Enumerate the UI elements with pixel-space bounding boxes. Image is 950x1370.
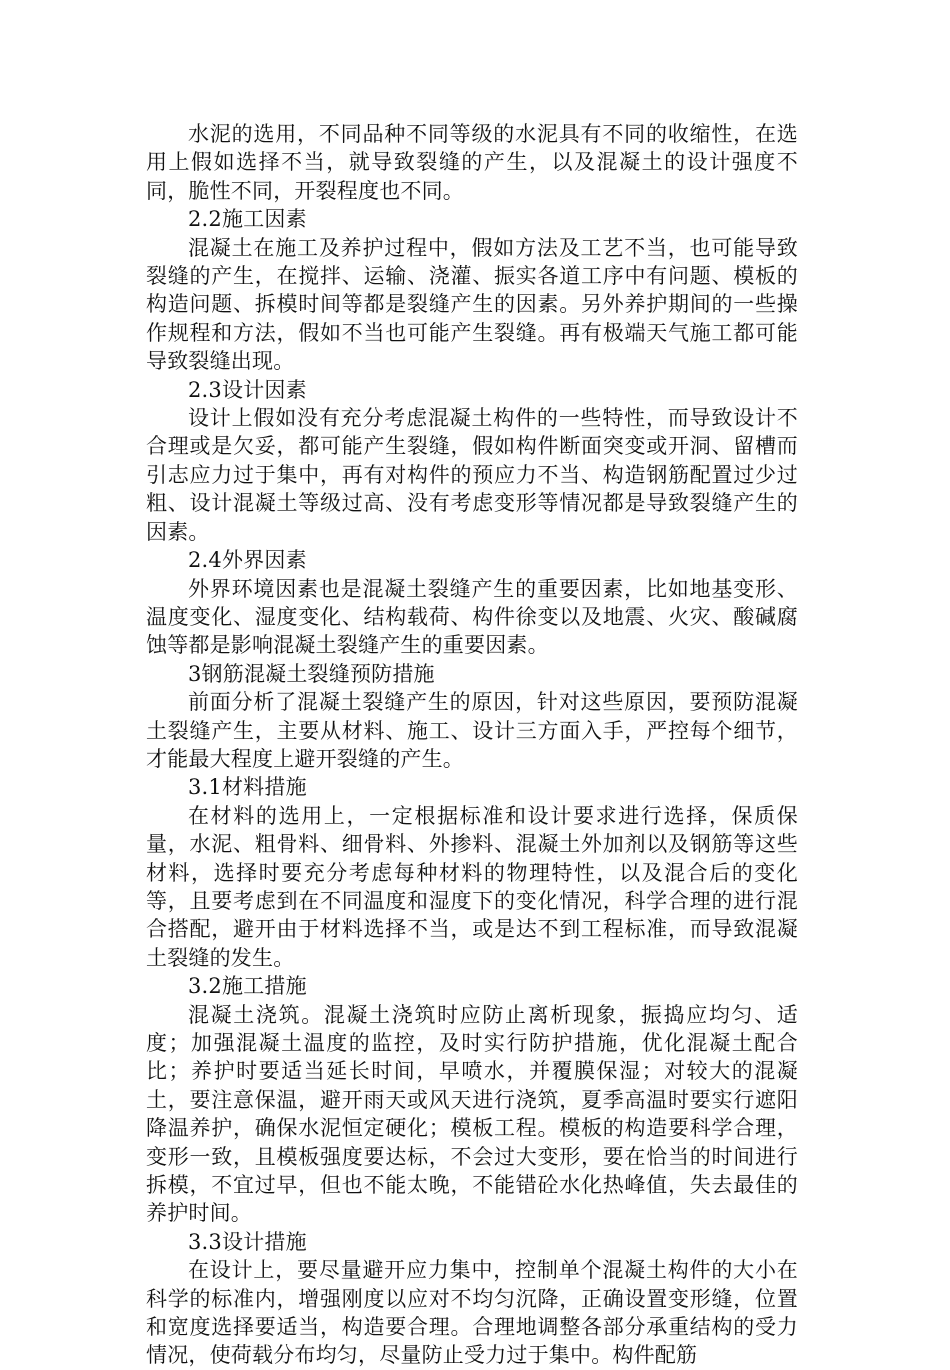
paragraph-construction-factors: 混凝土在施工及养护过程中，假如方法及工艺不当，也可能导致裂缝的产生，在搅拌、运输、浇灌、振实各道工序中有问题、模板的构造问题、拆模时间等都是裂缝产生的因素。另外养护期间的一些操作规程和方法，假如不当也可能产生裂缝。再有极端天气施工都可能导致裂缝出现。: [146, 235, 798, 374]
heading-2-2-construction-factors: 2.2施工因素: [188, 207, 307, 232]
document-body: [146, 120, 798, 1370]
heading-3-3-design-measures: 3.3设计措施: [188, 1229, 307, 1254]
heading-3-2-construction-measures: 3.2施工措施: [188, 974, 307, 999]
heading-3-prevention-measures: 3钢筋混凝土裂缝预防措施: [188, 661, 435, 686]
paragraph-prevention-intro: 前面分析了混凝土裂缝产生的原因，针对这些原因，要预防混凝土裂缝产生，主要从材料、施工、设计三方面入手，严控每个细节，才能最大程度上避开裂缝的产生。: [146, 690, 798, 771]
heading-3-1-material-measures: 3.1材料措施: [188, 775, 307, 800]
paragraph-construction-measures: 混凝土浇筑。混凝土浇筑时应防止离析现象，振捣应均匀、适度；加强混凝土温度的监控，及时实行防护措施，优化混凝土配合比；养护时要适当延长时间，早喷水，并覆膜保湿；对较大的混凝土，要注意保温，避开雨天或风天进行浇筑，夏季高温时要实行遮阳降温养护，确保水泥恒定硬化；模板工程。模板的构造要科学合理，变形一致，且模板强度要达标，不会过大变形，要在恰当的时间进行拆模，不宜过早，但也不能太晚，不能错砼水化热峰值，失去最佳的养护时间。: [146, 1002, 798, 1226]
heading-2-3-design-factors: 2.3设计因素: [188, 377, 307, 402]
paragraph-material-measures: 在材料的选用上，一定根据标准和设计要求进行选择，保质保量，水泥、粗骨料、细骨料、外掺料、混凝土外加剂以及钢筋等这些材料，选择时要充分考虑每种材料的物理特性，以及混合后的变化等，且要考虑到在不同温度和湿度下的变化情况，科学合理的进行混合搭配，避开由于材料选择不当，或是达不到工程标准，而导致混凝土裂缝的发生。: [146, 803, 798, 970]
paragraph-design-factors: 设计上假如没有充分考虑混凝土构件的一些特性，而导致设计不合理或是欠妥，都可能产生裂缝，假如构件断面突变或开洞、留槽而引志应力过于集中，再有对构件的预应力不当、构造钢筋配置过少过粗、设计混凝土等级过高、没有考虑变形等情况都是导致裂缝产生的因素。: [146, 406, 798, 544]
heading-2-4-external-factors: 2.4外界因素: [188, 548, 307, 573]
paragraph-design-measures: 在设计上，要尽量避开应力集中，控制单个混凝土构件的大小在科学的标准内，增强刚度以应对不均匀沉降，正确设置变形缝，位置和宽度选择要适当，构造要合理。合理地调整各部分承重结构的受力情况，使荷载分布均匀，尽量防止受力过于集中。构件配筋: [146, 1258, 798, 1368]
paragraph-external-factors: 外界环境因素也是混凝土裂缝产生的重要因素，比如地基变形、温度变化、湿度变化、结构载荷、构件徐变以及地震、火灾、酸碱腐蚀等都是影响混凝土裂缝产生的重要因素。: [146, 576, 798, 658]
paragraph-cement-selection: 水泥的选用，不同品种不同等级的水泥具有不同的收缩性，在选用上假如选择不当，就导致裂缝的产生，以及混凝土的设计强度不同，脆性不同，开裂程度也不同。: [146, 122, 798, 203]
